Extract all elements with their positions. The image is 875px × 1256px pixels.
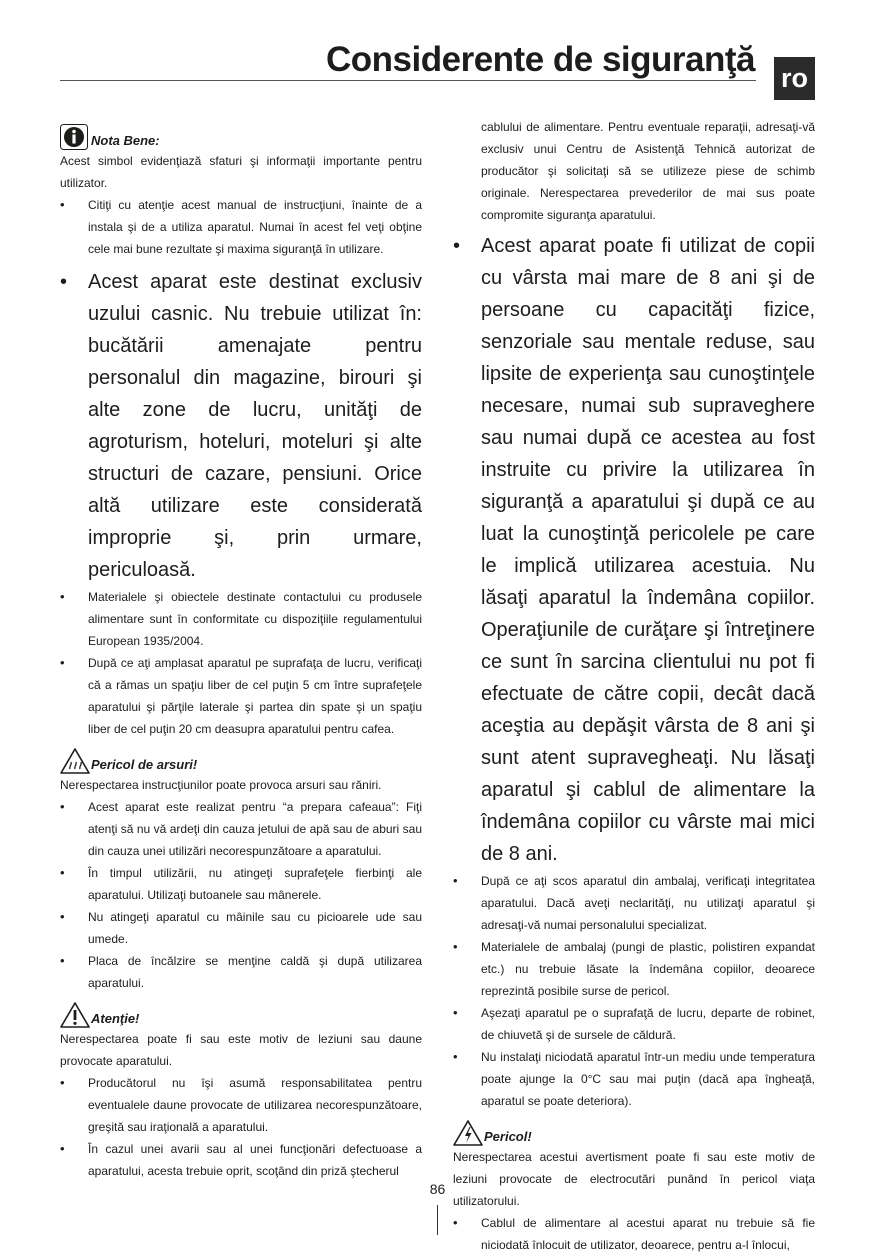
list-item-highlight: • Acest aparat este destinat exclusiv uzului casnic. Nu trebuie utilizat în: bucătării amenajate pentru personalul din magazine, birouri şi alte zone de lucru, unităţi de agroturism, hoteluri, moteluri şi alte structuri de cazare, pensiuni. Orice altă utilizare este considerată improprie şi, prin urmare, periculoasă.	[60, 266, 422, 586]
list-item: • Nu instalaţi niciodată aparatul într-un mediu unde temperatura poate ajunge la 0°C sau mai puţin (dacă apa îngheaţă, aparatul se poate deteriora).	[453, 1046, 815, 1112]
danger-intro: Nerespectarea acestui avertisment poate fi sau este motiv de leziuni provocate de electrocutări punând în pericol viaţa utilizatorului.	[453, 1150, 815, 1208]
attention-list	[60, 1072, 422, 1182]
danger-label: Pericol!	[484, 1129, 532, 1144]
list-item: • Placa de încălzire se menţine caldă şi după utilizarea aparatului.	[60, 950, 422, 994]
attention-heading	[60, 998, 422, 1028]
list-item: • În cazul unei avarii sau al unei funcţionări defectuoase a aparatului, acesta trebuie oprit, scoţând din priză ştecherul	[60, 1138, 422, 1182]
list-item-highlight: • Acest aparat poate fi utilizat de copii cu vârsta mai mare de 8 ani şi de persoane cu capacităţi fizice, senzoriale sau mentale reduse, sau lipsite de experienţa sau cunoştinţele necesare, numai sub supraveghere sau numai după ce acestea au fost instruite cu privire la utilizarea în siguranţă a aparatului şi după ce au luat la cunoştinţă pericolele pe care le implică utilizarea acestuia. Nu lăsaţi aparatul la îndemâna copiilor. Operaţiunile de curăţare şi întreţinere ce sunt în sarcina clientului nu pot fi efectuate de către copii, decât dacă aceştia au depăşit vârsta de 8 ani şi sunt atent supravegheaţi. Nu lăsaţi aparatul şi cablul de alimentare la îndemâna copiilor cu vârste mai mici de 8 ani.	[453, 230, 815, 870]
info-icon	[60, 124, 88, 150]
page-number: 86	[429, 1181, 446, 1197]
list-item: • După ce aţi amplasat aparatul pe suprafaţa de lucru, verificaţi că a rămas un spaţiu liber de cel puţin 5 cm între suprafeţele aparatului şi părţile laterale şi partea din spate şi un spaţiu liber de cel puţin 20 cm deasupra aparatului pentru cafea.	[60, 652, 422, 740]
danger-list	[453, 1212, 815, 1256]
burn-label: Pericol de arsuri!	[91, 757, 198, 772]
burn-heading	[60, 744, 422, 774]
attention-label: Atenţie!	[91, 1011, 140, 1026]
continuation-text: cablului de alimentare. Pentru eventuale reparaţii, adresaţi-vă exclusiv unui Centru de Asistenţă Tehnică autorizat de producător şi solicitaţi să se utilizeze piese de schimb originale. Nerespectarea prevederilor de mai sus poate compromite siguranţa aparatului.	[481, 120, 815, 222]
burn-intro: Nerespectarea instrucţiunilor poate provoca arsuri sau răniri.	[60, 778, 382, 792]
page-title: Considerente de siguranţă	[326, 40, 755, 79]
electric-shock-warning-icon	[453, 1120, 481, 1146]
header-rule	[60, 80, 756, 81]
note-bene-list	[60, 194, 422, 740]
hot-surface-warning-icon	[60, 748, 88, 774]
danger-heading	[453, 1116, 815, 1146]
note-bene-intro: Acest simbol evidenţiază sfaturi şi informaţii importante pentru utilizator.	[60, 154, 422, 190]
note-bene-heading	[60, 120, 422, 150]
right-column	[453, 116, 815, 1256]
left-column	[60, 116, 422, 1182]
warning-icon	[60, 1002, 88, 1028]
list-item: • Producătorul nu îşi asumă responsabilitatea pentru eventualele daune provocate de utilizarea necorespunzătoare, greşită sau iraţională a aparatului.	[60, 1072, 422, 1138]
attention-intro: Nerespectarea poate fi sau este motiv de leziuni sau daune provocate aparatului.	[60, 1032, 422, 1068]
burn-list	[60, 796, 422, 994]
language-badge: ro	[774, 57, 815, 100]
list-item: • Acest aparat este realizat pentru “a prepara cafeaua”: Fiţi atenţi să nu vă ardeţi din cauza jetului de apă sau de aburi sau din cauza unei utilizări necorespunzătoare a aparatului.	[60, 796, 422, 862]
list-item: • Cablul de alimentare al acestui aparat nu trebuie să fie niciodată înlocuit de utilizator, deoarece, pentru a-l înlocui,	[453, 1212, 815, 1256]
right-list	[453, 230, 815, 1112]
list-item: • Nu atingeţi aparatul cu mâinile sau cu picioarele ude sau umede.	[60, 906, 422, 950]
list-item: • Aşezaţi aparatul pe o suprafaţă de lucru, departe de robinet, de chiuvetă şi de sursele de căldură.	[453, 1002, 815, 1046]
list-item: • După ce aţi scos aparatul din ambalaj, verificaţi integritatea aparatului. Dacă aveţi neclarităţi, nu utilizaţi aparatul şi adresaţi-vă numai personalului specializat.	[453, 870, 815, 936]
list-item: • Materialele de ambalaj (pungi de plastic, polistiren expandat etc.) nu trebuie lăsate la îndemâna copiilor, deoarece reprezintă posibile surse de pericol.	[453, 936, 815, 1002]
list-item: • Materialele şi obiectele destinate contactului cu produsele alimentare sunt în conformitate cu dispoziţiile regulamentului European 1935/2004.	[60, 586, 422, 652]
note-bene-label: Nota Bene:	[91, 133, 160, 148]
list-item: • Citiţi cu atenţie acest manual de instrucţiuni, înainte de a instala şi de a utiliza aparatul. Numai în acest fel veţi obţine cele mai bune rezultate şi maxima siguranţă în utilizare.	[60, 194, 422, 260]
footer-rule	[437, 1205, 438, 1235]
list-item: • În timpul utilizării, nu atingeţi suprafeţele fierbinţi ale aparatului. Utilizaţi butoanele sau mânerele.	[60, 862, 422, 906]
